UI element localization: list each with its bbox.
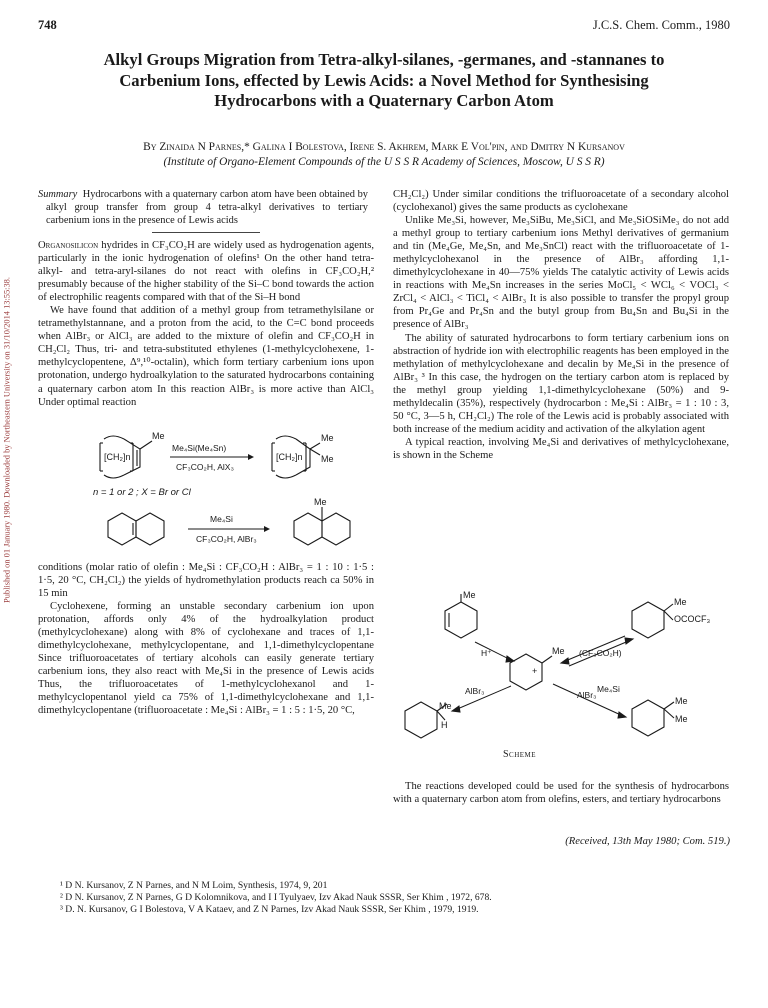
left-column bbox=[38, 188, 374, 717]
methyldecalin-structure bbox=[294, 507, 350, 545]
octalin-structure bbox=[108, 513, 164, 545]
right-column bbox=[393, 188, 729, 462]
reference-item: ³ D. N. Kursanov, G I Bolestova, V A Kataev, and Z N Parnes, Izv Akad Nauk SSSR, Ser Khim , 1979, 1919. bbox=[60, 904, 479, 915]
substituent-label: Me bbox=[463, 590, 476, 600]
paragraph: The reactions developed could be used for the synthesis of hydrocarbons with a quaternary carbon atom from olefins, esters, and tertiary hydrocarbons bbox=[393, 781, 729, 806]
reagent-label: Me₄Si bbox=[597, 684, 620, 694]
conclusion-paragraph bbox=[393, 780, 729, 806]
summary bbox=[38, 188, 374, 227]
methylcyclohexene-ring bbox=[445, 602, 477, 638]
substituent-label: Me bbox=[675, 696, 688, 706]
download-watermark-text: Published on 01 January 1980. Downloaded by Northeastern University on 31/10/2014 13:55:38. bbox=[2, 277, 12, 603]
charge-label: + bbox=[532, 666, 538, 676]
substituent-label: Me bbox=[674, 597, 687, 607]
methylcyclohexane-ring bbox=[405, 702, 437, 738]
paragraph: CH₂Cl₂) Under similar conditions the trifluoroacetate of a secondary alcohol (cyclohexanol) gives the same products as cyclohexane bbox=[393, 189, 729, 214]
reagent-label: CF₃CO₂H, AlX₃ bbox=[176, 461, 234, 472]
paragraph: Unlike Me₃Si, however, Me₃SiBu, Me₃SiCl, and Me₃SiOSiMe₃ do not add a methyl group to tertiary carbenium ions Methyl derivatives of germanium and tin (Me₄Ge, Me₄Sn, and Me₃SnCl) react with the trifluoroacetate of 1-methylcyclohexanol in the presence of AlBr₃ affording 1,1-dimethylcyclohexane in 40—75% yields The catalytic activity of Lewis acids in reactions with Me₄Sn increases in the series MoCl₅ < WCl₆ < VOCl₃ < ZrCl₄ < AlCl₃ < TiCl₄ < AlBr₃ It is also possible to transfer the propyl group from Pr₄Ge and Pr₄Sn and the butyl group from Bu₄Sn and Bu₄Si in the presence of AlBr₃ bbox=[393, 215, 729, 331]
article-title: Alkyl Groups Migration from Tetra-alkyl-silanes, -germanes, and -stannanes to Carbenium Ions, effected by Lewis Acids: a Novel Method for Synthesising Hydrocarbons with a Quaternary Carbon Atom bbox=[103, 50, 665, 110]
reagent-label: AlBr₃ bbox=[577, 690, 597, 700]
reference-item: ¹ D N. Kursanov, Z N Parnes, and N M Loim, Synthesis, 1974, 9, 201 bbox=[60, 880, 328, 891]
cyclohexyl-ester-ring bbox=[632, 602, 664, 638]
paragraph: Cyclohexene, forming an unstable secondary carbenium ion upon protonation, affords only 4% of the hydroalkylation product (methylcyclohexane) along with 8% of cyclohexane and traces of 1,1-dimethylcyclohexane, methylcyclopentane, and 1,1-dimethylcyclopentane Since trifluoroacetates of tertiary alcohols can easily generate tertiary carbenium ions, they also react with Me₄Si in the presence of Lewis acids Thus, the trifluoroacetates of 1-methylcyclohexanol and 1-methylcyclopentanol yield ca 75% of 1,1-dimethylcyclohexane and 1,1-dimethylcyclopentane (trifluoroacetate : Me₄Si : AlBr₃ = 1 : 5 : 1·5, 20 °C, bbox=[38, 600, 374, 717]
paragraph: conditions (molar ratio of olefin : Me₄Si : CF₃CO₂H : AlBr₃ = 1 : 10 : 1·5 : 1·5, 20 °C, CH₂Cl₂) the yields of hydromethylation products reach ca 50% in 15 min bbox=[38, 561, 374, 599]
reagent-label: Me₄Si(Me₄Sn) bbox=[172, 442, 227, 453]
paragraph: A typical reaction, involving Me₄Si and derivatives of methylcyclohexane, is shown in the Scheme bbox=[393, 436, 729, 461]
received-date: (Received, 13th May 1980; Com. 519.) bbox=[565, 836, 730, 847]
reagent-label: AlBr₃ bbox=[465, 686, 485, 696]
page-number: 748 bbox=[38, 18, 57, 32]
ring-label: [CH₂]n bbox=[276, 451, 303, 462]
substituent-label: Me bbox=[439, 701, 452, 711]
substituent-label: Me bbox=[321, 432, 334, 443]
reaction-scheme bbox=[393, 588, 733, 748]
acid-label: (CF₃CO₂H) bbox=[579, 648, 622, 658]
lead-word: Organosilicon bbox=[38, 240, 99, 251]
substituent-label: OCOCF₃ bbox=[674, 614, 711, 624]
substituent-label: H bbox=[441, 720, 448, 730]
reaction-figure bbox=[38, 417, 374, 557]
download-watermark bbox=[0, 170, 16, 710]
reagent-label: Me₄Si bbox=[210, 513, 233, 524]
divider bbox=[152, 232, 260, 233]
summary-label: Summary bbox=[38, 189, 78, 200]
author-list: By Zinaida N Parnes,* Galina I Bolestova, Irene S. Akhrem, Mark E Vol'pin, and Dmitry N Kursanov bbox=[143, 141, 625, 153]
institution: (Institute of Organo-Element Compounds of the U S S R Academy of Sciences, Moscow, U S S R) bbox=[163, 156, 605, 168]
paragraph bbox=[38, 239, 374, 304]
paragraph: The ability of saturated hydrocarbons to form tertiary carbenium ions on abstraction of hydride ion with electrophilic reagents has been employed in the methylation of methylcyclohexane and decalin by Me₄Si in the presence of AlBr₃ ³ In this case, the hydrogen on the tertiary carbon atom is replaced by the methyl group yielding 1,1-dimethylcyclohexane (50%) and 9-methyldecalin (35%), respectively (hydrocarbon : Me₄Si : AlBr₃ = 1 : 10 : 3, 50 °C, 3—5 h, CH₂Cl₂) The role of the Lewis acid is probably associated with both increase of the medium acidity and activation of the alkylation agent bbox=[393, 332, 729, 435]
proton-label: H⁺ bbox=[481, 648, 492, 658]
paragraph: We have found that addition of a methyl group from tetramethylsilane or tetramethylstannane, and a proton from the acid, to the C=C bond proceeds when AlBr₃ or AlCl₃ are added to the mixture of olefin and CF₃CO₂H in CH₂Cl₂ Thus, tri- and tetra-substituted ethylenes (1-methylcyclohexene, 1-methylcyclopentene, Δ⁹,¹⁰-octalin), which form tertiary carbenium ions upon protonation, undergo hydroalkylation to the saturated hydrocarbons containing a quaternary carbon atom In this reaction AlBr₃ is more active than AlCl₃ Under optimal reaction bbox=[38, 305, 374, 408]
substituent-label: Me bbox=[552, 646, 565, 656]
reagent-label: CF₃CO₂H, AlBr₃ bbox=[196, 533, 257, 544]
reference-item: ² D N. Kursanov, Z N Parnes, G D Kolomnikova, and I I Tyulyaev, Izv Akad Nauk SSSR, Ser Khim , 1972, 678. bbox=[60, 892, 492, 903]
paragraph-text: hydrides in CF₃CO₂H are widely used as hydrogenation agents, particularly in the ionic hydrogenation of olefins¹ On the other hand tetra-alkyl- and tetra-aryl-silanes do not react with olefins in CF₃CO₂H,² presumably because of the higher stability of the Si–C bond towards the action of electrophilic reagents compared with that of the Si–H bond bbox=[38, 240, 374, 304]
substituent-label: Me bbox=[675, 714, 688, 724]
substituent-label: Me bbox=[314, 496, 327, 507]
summary-text: Hydrocarbons with a quaternary carbon atom have been obtained by alkyl group transfer from group 4 tetra-alkyl derivatives to tertiary carbenium ions in the presence of Lewis acids bbox=[46, 189, 368, 226]
substituent-label: Me bbox=[321, 453, 334, 464]
ring-label: [CH₂]n bbox=[104, 451, 131, 462]
scheme-caption: Scheme bbox=[503, 749, 537, 760]
condition-label: n = 1 or 2 ; X = Br or Cl bbox=[93, 486, 191, 498]
substituent-label: Me bbox=[152, 430, 165, 441]
journal-header: J.C.S. Chem. Comm., 1980 bbox=[592, 18, 730, 32]
references bbox=[60, 880, 740, 916]
dimethylcyclohexane-ring bbox=[632, 700, 664, 736]
